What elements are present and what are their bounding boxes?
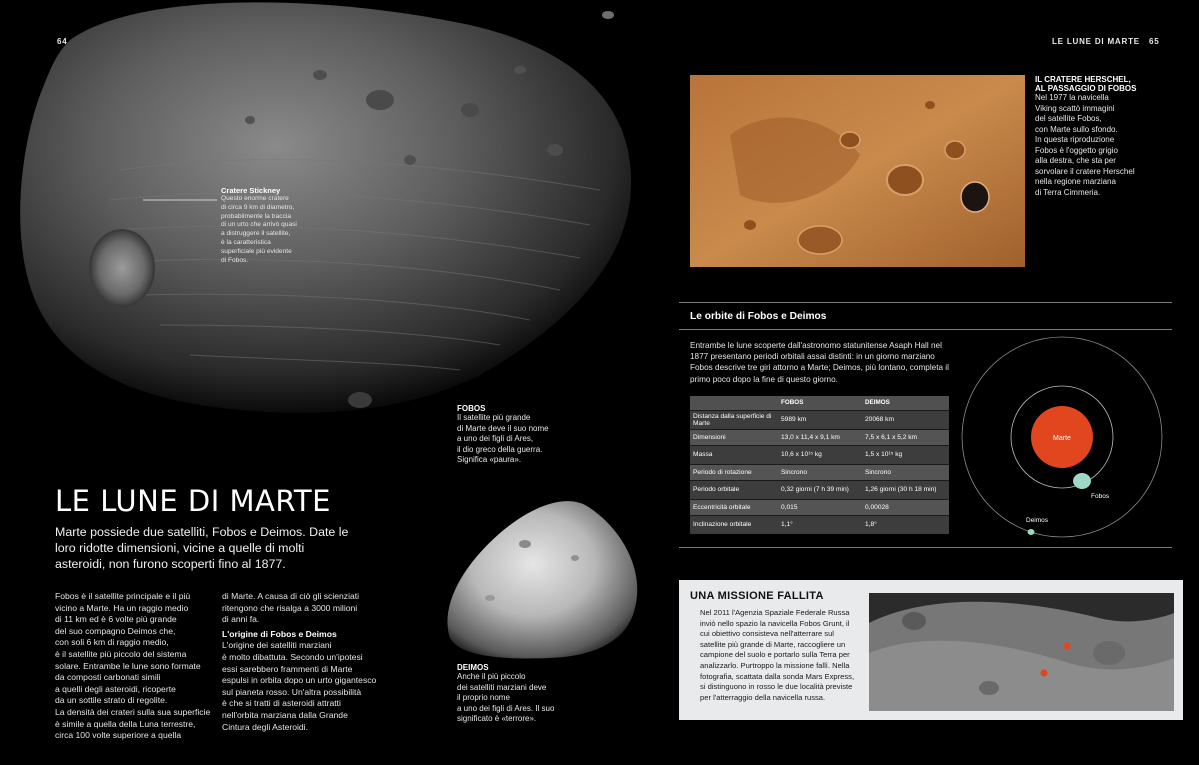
table-cell: 1,1° xyxy=(778,515,862,534)
table-cell: Sincrono xyxy=(862,464,949,480)
table-cell: 10,6 x 10¹⁵ kg xyxy=(778,445,862,464)
body-line: nell'orbita marziana dalla Grande xyxy=(222,709,348,720)
article-subhead: L'origine di Fobos e Deimos xyxy=(222,628,337,639)
fobos-caption-line: il dio greco della guerra. xyxy=(457,444,543,454)
orbits-section-title: Le orbite di Fobos e Deimos xyxy=(690,311,827,322)
body-line: essi sarebbero frammenti di Marte xyxy=(222,663,353,674)
table-row xyxy=(690,464,949,480)
deimos-caption-title: DEIMOS xyxy=(457,663,489,672)
table-cell: 1,26 giorni (30 h 18 min) xyxy=(862,480,949,499)
table-cell: Eccentricità orbitale xyxy=(690,499,778,515)
deimos-marker xyxy=(1028,529,1035,535)
body-line: di 11 km ed è 6 volte più grande xyxy=(55,614,177,625)
table-cell: Sincrono xyxy=(778,464,862,480)
table-cell: 5989 km xyxy=(778,410,862,429)
herschel-caption-line: con Marte sullo sfondo. xyxy=(1035,124,1118,134)
table-cell: Distanza dalla superficie di Marte xyxy=(690,410,778,429)
stickney-caption-line: è la caratteristica xyxy=(221,238,271,246)
body-line: con soli 6 km di raggio medio, xyxy=(55,637,169,648)
body-line: da composti carbonati simili xyxy=(55,672,161,683)
table-cell: 7,5 x 6,1 x 5,2 km xyxy=(862,429,949,445)
body-line: ritengono che risalga a 3000 milioni xyxy=(222,602,358,613)
body-line: è molto dibattuta. Secondo un'ipotesi xyxy=(222,651,363,662)
article-column-2 xyxy=(222,591,392,733)
table-cell: 1,8° xyxy=(862,515,949,534)
body-line: La densità dei crateri sulla sua superficie xyxy=(55,706,211,717)
table-cell: Periodo di rotazione xyxy=(690,464,778,480)
table-header-row xyxy=(690,396,949,410)
deimos-label: Deimos xyxy=(1026,517,1049,524)
fobos-caption-line: di Marte deve il suo nome xyxy=(457,423,549,433)
deimos-photo xyxy=(430,488,660,660)
table-row xyxy=(690,429,949,445)
herschel-caption-title: IL CRATERE HERSCHEL, xyxy=(1035,75,1131,84)
stickney-caption-line: di Fobos. xyxy=(221,256,249,264)
stickney-caption-line: Questo enorme cratere xyxy=(221,195,289,202)
stickney-caption-line: probabilmente la traccia xyxy=(221,212,292,220)
deimos-caption-line: a uno dei figli di Ares. Il suo xyxy=(457,703,555,713)
body-line: sul pianeta rosso. Un'altra possibilità xyxy=(222,686,362,697)
herschel-caption-line: di Terra Cimmeria. xyxy=(1035,187,1101,197)
body-line: L'origine dei satelliti marziani xyxy=(222,640,332,651)
deimos-caption xyxy=(457,663,587,725)
orbit-diagram xyxy=(960,335,1165,540)
landing-site-marker xyxy=(1064,643,1071,650)
herschel-caption-line: Nel 1977 la navicella xyxy=(1035,93,1109,102)
section-rule-bottom xyxy=(679,547,1172,548)
table-cell: Inclinazione orbitale xyxy=(690,515,778,534)
fobos-caption-line: a uno dei figli di Ares, xyxy=(457,434,534,443)
table-header-cell xyxy=(690,396,778,410)
body-line: del suo compagno Deimos che, xyxy=(55,625,176,636)
body-line: da un sottile strato di regolite. xyxy=(55,695,168,706)
body-line: è che si tratti di asteroidi attratti xyxy=(222,698,341,709)
table-cell: 1,5 x 10¹⁵ kg xyxy=(862,445,949,464)
table-row xyxy=(690,410,949,429)
table-cell: Massa xyxy=(690,445,778,464)
stickney-caption-line: a distruggere il satellite, xyxy=(221,230,291,238)
right-page-number: 65 xyxy=(1149,37,1160,46)
table-header-cell: FOBOS xyxy=(778,396,862,410)
herschel-caption-line: sorvolare il cratere Herschel xyxy=(1035,166,1135,176)
body-line: espulsi in orbita dopo un urto gigantesco xyxy=(222,675,377,686)
stickney-caption-line: superficiale più evidente xyxy=(221,247,292,255)
table-cell: Periodo orbitale xyxy=(690,480,778,499)
deimos-caption-line: dei satelliti marziani deve xyxy=(457,682,547,692)
article-title: LE LUNE DI MARTE xyxy=(55,484,331,518)
body-line: è simile a quella della Luna terrestre, xyxy=(55,718,196,729)
table-row xyxy=(690,445,949,464)
right-section-title: LE LUNE DI MARTE xyxy=(1052,37,1140,46)
stickney-caption-line: di circa 9 km di diametro, xyxy=(221,203,295,211)
mars-label: Marte xyxy=(1053,435,1071,442)
landing-site-marker xyxy=(1041,670,1048,677)
body-line: Cintura degli Asteroidi. xyxy=(222,721,308,732)
table-cell: 13,0 x 11,4 x 9,1 km xyxy=(778,429,862,445)
stickney-caption-line: di un urto che arrivò quasi xyxy=(221,221,297,229)
table-row xyxy=(690,480,949,499)
fobos-caption-line: Significa «paura». xyxy=(457,455,522,464)
stickney-caption-title: Cratere Stickney xyxy=(221,186,281,195)
mission-landing-photo xyxy=(869,593,1174,711)
body-line: di Marte. A causa di ciò gli scienziati xyxy=(222,591,360,601)
herschel-caption xyxy=(1035,75,1175,198)
fobos-caption-line: Il satellite più grande xyxy=(457,413,531,422)
section-rule-top xyxy=(679,302,1172,303)
deimos-caption-line: significato è «terrore». xyxy=(457,714,537,723)
table-cell: 20068 km xyxy=(862,410,949,429)
herschel-caption-line: Viking scattò immagini xyxy=(1035,103,1115,113)
table-row xyxy=(690,499,949,515)
fobos-marker xyxy=(1073,473,1091,489)
body-line: solare. Entrambe le lune sono formate xyxy=(55,660,201,671)
body-line: a quelli degli asteroidi, ricoperte xyxy=(55,683,176,694)
article-lead: Marte possiede due satelliti, Fobos e Deimos. Date le loro ridotte dimensioni, vicine a quelle di molti asteroidi, non furono scoperti fino al 1877. xyxy=(55,525,349,571)
herschel-caption-line: nella regione marziana xyxy=(1035,177,1116,186)
herschel-caption-line: Fobos è l'oggetto grigio xyxy=(1035,145,1118,155)
stickney-caption xyxy=(221,186,321,265)
table-cell: 0,32 giorni (7 h 39 min) xyxy=(778,480,862,499)
deimos-caption-line: Anche il più piccolo xyxy=(457,672,526,681)
herschel-crater-photo xyxy=(690,75,1025,267)
fobos-caption-title: FOBOS xyxy=(457,404,486,413)
body-line: di anni fa. xyxy=(222,614,260,625)
article-column-1 xyxy=(55,591,220,742)
left-page-number: 64 xyxy=(57,37,68,46)
orbits-intro: Entrambe le lune scoperte dall'astronomo statunitense Asaph Hall nel 1877 presentano periodi orbitali assai distinti: in un giorno marziano Fobos descrive tre giri attorno a Marte; Deimos, più lontano, completa il primo poco dopo la fine di questo giorno. xyxy=(690,341,949,384)
right-folio xyxy=(1052,37,1160,46)
herschel-caption-line: del satellite Fobos, xyxy=(1035,114,1102,123)
body-line: è il satellite più piccolo del sistema xyxy=(55,648,187,659)
herschel-caption-line: alla destra, che sta per xyxy=(1035,156,1116,165)
moons-data-table xyxy=(690,396,949,534)
section-rule-mid xyxy=(679,329,1172,330)
herschel-caption-line: In questa riproduzione xyxy=(1035,135,1115,144)
table-cell: 0,00028 xyxy=(862,499,949,515)
fobos-label: Fobos xyxy=(1091,493,1110,500)
fobos-caption xyxy=(457,404,577,466)
table-cell: Dimensioni xyxy=(690,429,778,445)
body-line: vicino a Marte. Ha un raggio medio xyxy=(55,602,189,613)
body-line: circa 100 volte superiore a quella xyxy=(55,730,182,741)
mission-text: Nel 2011 l'Agenzia Spaziale Federale Russa inviò nello spazio la navicella Fobos Grunt, il cui obiettivo consisteva nell'atterrare sul satellite più grande di Marte, raccogliere un campione del suolo e portarlo sulla Terra per analizzarlo. Purtroppo la missione fallì. Nella fotografia, scattata dalla sonda Mars Express, si distinguono in rosso le due località previste per l'atterraggio della navicella russa. xyxy=(700,608,855,702)
herschel-caption-title: AL PASSAGGIO DI FOBOS xyxy=(1035,84,1137,93)
mission-title: UNA MISSIONE FALLITA xyxy=(690,590,824,602)
deimos-caption-line: il proprio nome xyxy=(457,693,510,702)
body-line: Fobos è il satellite principale e il più xyxy=(55,591,191,601)
table-cell: 0,015 xyxy=(778,499,862,515)
table-row xyxy=(690,515,949,534)
table-header-cell: DEIMOS xyxy=(862,396,949,410)
